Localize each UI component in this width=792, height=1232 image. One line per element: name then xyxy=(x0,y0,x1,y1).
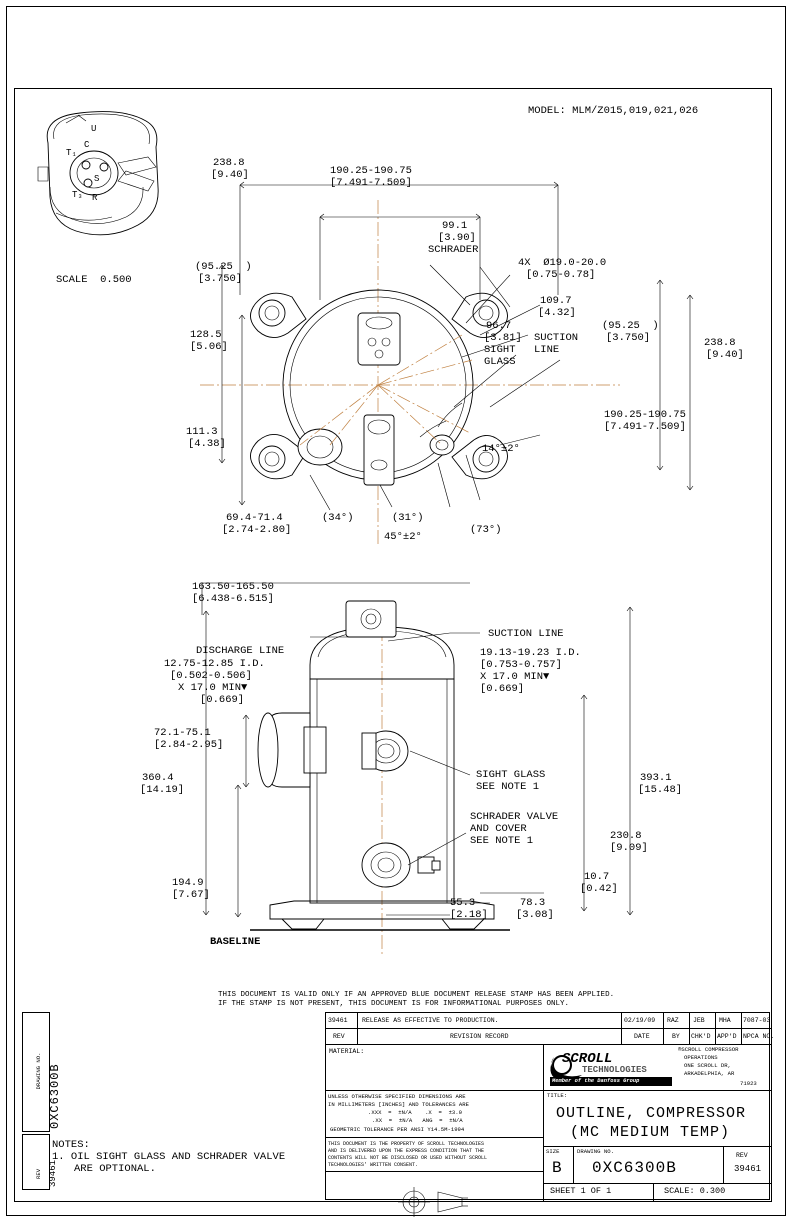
label-line-top: LINE xyxy=(534,344,560,356)
dim-suction-id: 19.13-19.23 I.D. xyxy=(480,647,581,659)
dim-4x-hole-in: [0.75-0.78] xyxy=(526,269,596,281)
rev-chkd-value: JEB xyxy=(693,1017,705,1024)
dim-69-4-in: [2.74-2.80] xyxy=(222,524,292,536)
company-member-line: Member of the Danfoss Group xyxy=(552,1078,640,1084)
company-cell xyxy=(544,1045,771,1091)
title-label: TITLE: xyxy=(547,1092,568,1099)
rev-date-cell xyxy=(622,1013,664,1028)
company-addr4: ARKADELPHIA, AR xyxy=(684,1070,735,1077)
company-logo-text: SCROLL xyxy=(562,1051,613,1067)
dim-238-8-right-in: [9.40] xyxy=(706,349,744,361)
sheet-scale-row xyxy=(544,1184,771,1201)
label-schrader-top: SCHRADER xyxy=(428,244,479,256)
dim-95-25-right-in: [3.750] xyxy=(606,332,651,344)
dim-111-3-in: [4.38] xyxy=(188,438,226,450)
dim-190-25-right-in: [7.491-7.509] xyxy=(604,421,686,433)
rev-npca-cell xyxy=(742,1013,771,1028)
dim-230-8-in: [9.09] xyxy=(610,842,648,854)
hdr-record-cell xyxy=(358,1029,622,1044)
model-label: MODEL: MLM/Z015,019,021,026 xyxy=(528,105,699,117)
side-view-drawing xyxy=(150,575,710,975)
tolerance-line-4: .XX = ±N/A ANG = ±N/A xyxy=(372,1117,463,1124)
dim-99-1: 99.1 xyxy=(442,220,468,232)
projection-symbol-cell xyxy=(326,1172,544,1232)
angle-73: (73°) xyxy=(470,524,502,536)
dim-10-7: 10.7 xyxy=(584,871,610,883)
dim-10-7-in: [0.42] xyxy=(580,883,618,895)
drawing-no-value: 0XC6300B xyxy=(592,1159,677,1177)
dim-194-9-in: [7.67] xyxy=(172,889,210,901)
rev-no-cell xyxy=(326,1013,358,1028)
terminal-label-t1: T₁ xyxy=(66,148,77,158)
hdr-npca-label: NPCA NO. xyxy=(743,1033,775,1040)
hdr-chkd-cell xyxy=(690,1029,716,1044)
left-margin-rev: 39461 xyxy=(48,1159,58,1187)
scale-value: SCALE: 0.300 xyxy=(664,1186,726,1196)
rev-label: REV xyxy=(736,1152,748,1159)
hdr-appd-label: APP'D xyxy=(717,1033,737,1040)
dim-190-25-top-in: [7.491-7.509] xyxy=(330,177,412,189)
label-sight-top: SIGHT xyxy=(484,344,516,356)
drawing-no-cell xyxy=(574,1147,724,1183)
rev-no-value: 39461 xyxy=(328,1017,348,1024)
dim-4x-hole: 4X Ø19.0-20.0 xyxy=(518,257,607,269)
rev-cell xyxy=(724,1147,771,1183)
dim-393-1-in: [15.48] xyxy=(638,784,683,796)
dim-99-1-in: [3.90] xyxy=(438,232,476,244)
rev-appd-cell xyxy=(716,1013,742,1028)
drawing-no-label: DRAWING NO. xyxy=(577,1148,614,1155)
dim-discharge-depth-in: [0.669] xyxy=(200,694,245,706)
size-dwg-rev-row xyxy=(544,1147,771,1184)
title-block xyxy=(325,1012,775,1200)
label-and-cover: AND COVER xyxy=(470,823,527,835)
dim-230-8: 230.8 xyxy=(610,830,642,842)
dim-128-5: 128.5 xyxy=(190,329,222,341)
dim-393-1: 393.1 xyxy=(640,772,672,784)
material-label: MATERIAL: xyxy=(329,1048,365,1055)
sheet-value: SHEET 1 OF 1 xyxy=(550,1186,612,1196)
dim-72-1: 72.1-75.1 xyxy=(154,727,211,739)
dim-69-4: 69.4-71.4 xyxy=(226,512,283,524)
dim-suction-depth-in: [0.669] xyxy=(480,683,525,695)
dim-128-5-in: [5.06] xyxy=(190,341,228,353)
hdr-by-label: BY xyxy=(672,1033,680,1040)
angle-31: (31°) xyxy=(392,512,424,524)
size-value: B xyxy=(552,1159,562,1177)
label-suction-line-side: SUCTION LINE xyxy=(488,628,564,640)
company-addr3: ONE SCROLL DR, xyxy=(684,1062,731,1069)
label-schrader-note: SEE NOTE 1 xyxy=(470,835,534,847)
dim-discharge-depth: X 17.0 MIN▼ xyxy=(178,682,248,694)
tolerance-line-3: .XXX = ±N/A .X = ±3.0 xyxy=(368,1109,462,1116)
rev-appd-value: MHA xyxy=(719,1017,731,1024)
company-addr1: ®SCROLL COMPRESSOR xyxy=(678,1046,739,1053)
scale-cell xyxy=(654,1184,771,1201)
rev-chkd-cell xyxy=(690,1013,716,1028)
dim-55-3-in: [2.18] xyxy=(450,909,488,921)
dim-109-7-in: [4.32] xyxy=(538,307,576,319)
tolerance-cell xyxy=(326,1091,544,1138)
dim-109-7: 109.7 xyxy=(540,295,572,307)
label-sight-glass-note: SEE NOTE 1 xyxy=(476,781,540,793)
size-label: SIZE xyxy=(546,1148,560,1155)
notes-line-2: ARE OPTIONAL. xyxy=(74,1163,156,1175)
dim-96-7: 96.7 xyxy=(486,320,512,332)
dim-discharge-id-in: [0.502-0.506] xyxy=(170,670,252,682)
dim-55-3: 55.3 xyxy=(450,897,476,909)
label-discharge-line: DISCHARGE LINE xyxy=(196,645,285,657)
label-suction-top: SUCTION xyxy=(534,332,579,344)
dim-95-25-left: (95.25 ) xyxy=(195,261,252,273)
validity-note-line1: THIS DOCUMENT IS VALID ONLY IF AN APPROVED BLUE DOCUMENT RELEASE STAMP HAS BEEN APPLIED. xyxy=(218,991,615,999)
left-margin-drawing-no: 0XC6300B xyxy=(48,1063,62,1129)
size-cell xyxy=(544,1147,574,1183)
notes-line-1: 1. OIL SIGHT GLASS AND SCHRADER VALVE xyxy=(52,1151,286,1163)
rev-npca-value: 7087-03 xyxy=(743,1017,771,1024)
rev-date-value: 02/19/09 xyxy=(624,1017,656,1024)
proprietary-line-1: THIS DOCUMENT IS THE PROPERTY OF SCROLL TECHNOLOGIES xyxy=(328,1141,485,1147)
label-baseline: BASELINE xyxy=(210,936,261,948)
proprietary-line-4: TECHNOLOGIES' WRITTEN CONSENT. xyxy=(328,1162,419,1168)
hdr-record-label: REVISION RECORD xyxy=(450,1033,509,1040)
hdr-date-label: DATE xyxy=(634,1033,650,1040)
label-schrader-valve-side: SCHRADER VALVE xyxy=(470,811,559,823)
rev-by-cell xyxy=(664,1013,690,1028)
dim-163-50-in: [6.438-6.515] xyxy=(192,593,274,605)
sheet-cell xyxy=(544,1184,654,1201)
right-info-column xyxy=(544,1045,771,1201)
angle-34: (34°) xyxy=(322,512,354,524)
dim-suction-depth: X 17.0 MIN▼ xyxy=(480,671,550,683)
company-logo-sub: TECHNOLOGIES xyxy=(582,1065,647,1075)
validity-note-line2: IF THE STAMP IS NOT PRESENT, THIS DOCUMENT IS FOR INFORMATIONAL PURPOSES ONLY. xyxy=(218,1000,570,1008)
hdr-date-cell xyxy=(622,1029,664,1044)
company-addr2: OPERATIONS xyxy=(684,1054,718,1061)
hdr-npca-cell xyxy=(742,1029,775,1044)
left-margin-drawing-no-box xyxy=(22,1012,62,1132)
dim-95-25-right: (95.25 ) xyxy=(602,320,659,332)
dim-96-7-in: [3.81] xyxy=(484,332,522,344)
left-info-column xyxy=(326,1045,544,1201)
dim-190-25-right: 190.25-190.75 xyxy=(604,409,686,421)
detail-scale-note: SCALE 0.500 xyxy=(56,274,132,286)
tolerance-line-2: IN MILLIMETERS [INCHES] AND TOLERANCES ARE xyxy=(328,1101,469,1108)
hdr-by-cell xyxy=(664,1029,690,1044)
tolerance-line-5: GEOMETRIC TOLERANCE PER ANSI Y14.5M-1994 xyxy=(330,1126,465,1133)
dim-111-3: 111.3 xyxy=(186,426,218,438)
left-margin-rev-box xyxy=(22,1134,58,1190)
dim-78-3-in: [3.08] xyxy=(516,909,554,921)
rev-desc-cell xyxy=(358,1013,622,1028)
rev-by-value: RAZ xyxy=(667,1017,679,1024)
dim-360-4: 360.4 xyxy=(142,772,174,784)
terminal-label-s: S xyxy=(94,174,100,184)
title-cell xyxy=(544,1091,771,1147)
dim-discharge-id: 12.75-12.85 I.D. xyxy=(164,658,265,670)
proprietary-line-3: CONTENTS WILL NOT BE DISCLOSED OR USED WITHOUT SCROLL xyxy=(328,1155,488,1161)
title-line-1: OUTLINE, COMPRESSOR xyxy=(556,1105,747,1122)
dim-suction-id-in: [0.753-0.757] xyxy=(480,659,562,671)
revision-row xyxy=(326,1013,771,1029)
dim-238-8-top-in: [9.40] xyxy=(211,169,249,181)
angle-14: 14°±2° xyxy=(482,443,520,455)
terminal-label-c: C xyxy=(84,140,90,150)
proprietary-line-2: AND IS DELIVERED UPON THE EXPRESS CONDITION THAT THE xyxy=(328,1148,485,1154)
rev-desc-value: RELEASE AS EFFECTIVE TO PRODUCTION. xyxy=(362,1017,499,1024)
label-glass-top: GLASS xyxy=(484,356,516,368)
hdr-chkd-label: CHK'D xyxy=(691,1033,711,1040)
dim-72-1-in: [2.84-2.95] xyxy=(154,739,224,751)
dim-360-4-in: [14.19] xyxy=(140,784,185,796)
top-view-drawing xyxy=(180,145,740,565)
dim-190-25-top: 190.25-190.75 xyxy=(330,165,412,177)
terminal-label-t3: T₃ xyxy=(72,190,83,200)
left-margin-drawing-no-label: DRAWING NO. xyxy=(35,1052,42,1090)
dim-78-3: 78.3 xyxy=(520,897,546,909)
dim-238-8-right: 238.8 xyxy=(704,337,736,349)
notes-title: NOTES: xyxy=(52,1139,90,1151)
dim-194-9: 194.9 xyxy=(172,877,204,889)
left-margin-rev-label: REV xyxy=(35,1168,42,1179)
company-addr5: 71923 xyxy=(740,1080,757,1087)
dim-95-25-left-in: [3.750] xyxy=(198,273,243,285)
terminal-label-r: R xyxy=(92,193,98,203)
tolerance-line-1: UNLESS OTHERWISE SPECIFIED DIMENSIONS ARE xyxy=(328,1093,466,1100)
revision-header-row xyxy=(326,1029,775,1045)
dim-238-8-top: 238.8 xyxy=(213,157,245,169)
hdr-rev-cell xyxy=(326,1029,358,1044)
angle-45: 45°±2° xyxy=(384,531,422,543)
material-cell xyxy=(326,1045,544,1091)
label-sight-glass-side: SIGHT GLASS xyxy=(476,769,546,781)
hdr-rev-label: REV xyxy=(333,1033,345,1040)
third-angle-projection-icon xyxy=(326,1172,544,1232)
terminal-label-u: U xyxy=(91,124,97,134)
rev-value: 39461 xyxy=(734,1164,762,1174)
title-line-2: (MC MEDIUM TEMP) xyxy=(570,1124,731,1141)
hdr-appd-cell xyxy=(716,1029,742,1044)
dim-163-50: 163.50-165.50 xyxy=(192,581,274,593)
proprietary-cell xyxy=(326,1138,544,1172)
